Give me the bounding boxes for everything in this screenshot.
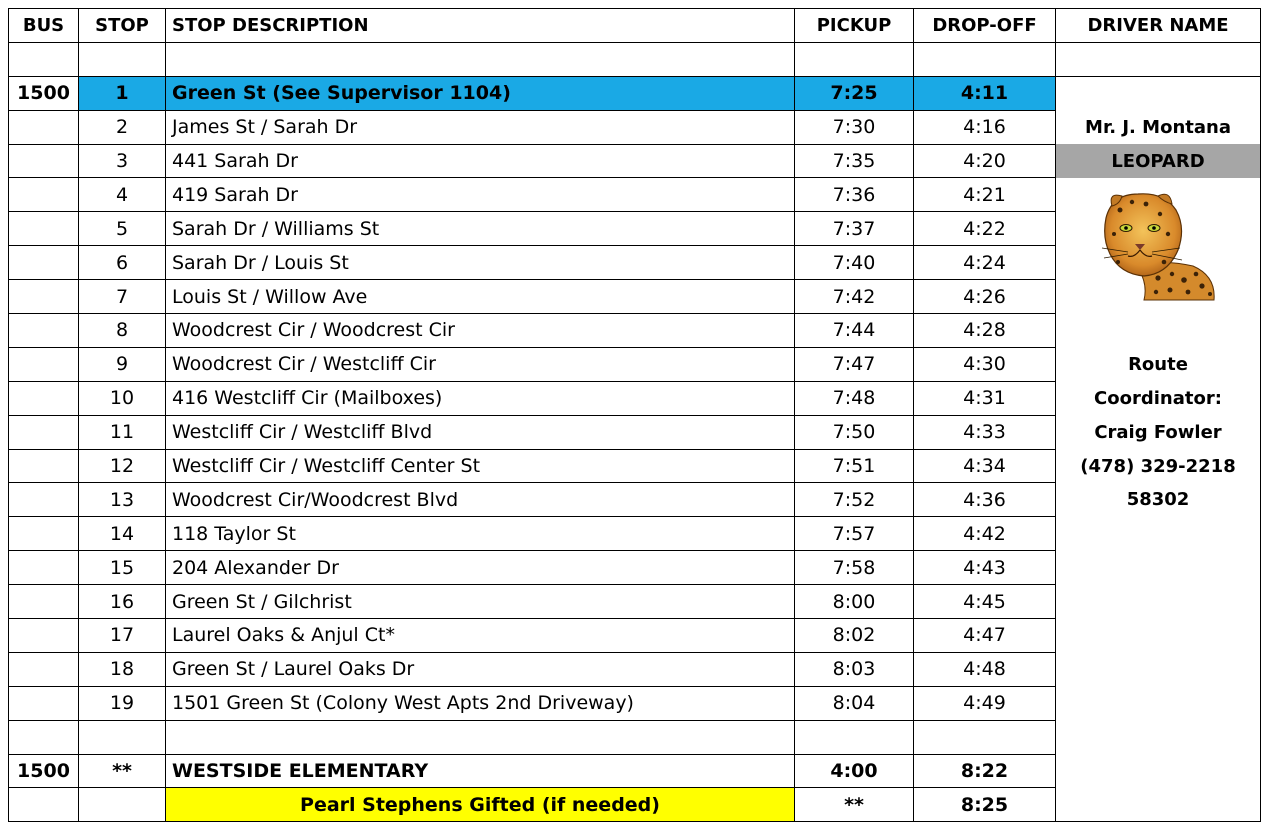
- empty-cell: [166, 720, 795, 754]
- pickup-time: 7:35: [795, 144, 914, 178]
- driver-panel-blank: [1056, 314, 1261, 348]
- bus-number: [9, 585, 79, 619]
- header-bus: BUS: [9, 9, 79, 43]
- coordinator-extension: 58302: [1056, 483, 1261, 517]
- header-stop: STOP: [79, 9, 166, 43]
- table-row: [9, 517, 1261, 551]
- pickup-time: 8:00: [795, 585, 914, 619]
- dropoff-time: 8:22: [914, 754, 1056, 788]
- coordinator-label-line1: Route: [1056, 347, 1261, 381]
- table-row: [9, 314, 1261, 348]
- stop-description: James St / Sarah Dr: [166, 110, 795, 144]
- pickup-time: 7:51: [795, 449, 914, 483]
- dropoff-time: 4:47: [914, 619, 1056, 653]
- table-row: [9, 585, 1261, 619]
- bus-number: [9, 246, 79, 280]
- stop-description: Sarah Dr / Williams St: [166, 212, 795, 246]
- stop-description: 416 Westcliff Cir (Mailboxes): [166, 381, 795, 415]
- dropoff-time: 4:26: [914, 280, 1056, 314]
- table-row: [9, 483, 1261, 517]
- table-row: [9, 110, 1261, 144]
- dropoff-time: 4:21: [914, 178, 1056, 212]
- pickup-time: 7:48: [795, 381, 914, 415]
- stop-description: Green St (See Supervisor 1104): [166, 76, 795, 110]
- dropoff-time: 4:48: [914, 652, 1056, 686]
- driver-panel-blank: [1056, 551, 1261, 585]
- stop-description: Westcliff Cir / Westcliff Blvd: [166, 415, 795, 449]
- stop-description: Woodcrest Cir / Woodcrest Cir: [166, 314, 795, 348]
- stop-description: Westcliff Cir / Westcliff Center St: [166, 449, 795, 483]
- table-row: [9, 619, 1261, 653]
- stop-number: 7: [79, 280, 166, 314]
- bus-number: [9, 686, 79, 720]
- stop-number: 18: [79, 652, 166, 686]
- stop-number: 11: [79, 415, 166, 449]
- driver-panel-blank: [1056, 517, 1261, 551]
- dropoff-time: 4:36: [914, 483, 1056, 517]
- dropoff-time: 4:49: [914, 686, 1056, 720]
- school-row: [9, 754, 1261, 788]
- bus-number: [9, 212, 79, 246]
- driver-panel-blank: [1056, 652, 1261, 686]
- stop-description: Green St / Laurel Oaks Dr: [166, 652, 795, 686]
- bus-number: [9, 144, 79, 178]
- stop-description: 1501 Green St (Colony West Apts 2nd Driveway): [166, 686, 795, 720]
- route-sheet: [8, 8, 1261, 822]
- driver-panel-blank: [1056, 585, 1261, 619]
- spacer-row: [9, 720, 1261, 754]
- empty-cell: [166, 42, 795, 76]
- stop-description: Louis St / Willow Ave: [166, 280, 795, 314]
- driver-panel-blank: [1056, 76, 1261, 110]
- empty-cell: [914, 42, 1056, 76]
- bus-number: [9, 381, 79, 415]
- stop-number: 13: [79, 483, 166, 517]
- stop-description: 118 Taylor St: [166, 517, 795, 551]
- table-row: [9, 551, 1261, 585]
- pickup-time: 7:47: [795, 347, 914, 381]
- stop-number: **: [79, 754, 166, 788]
- table-row: [9, 144, 1261, 178]
- header-row: [9, 9, 1261, 43]
- leopard-head-icon: [1098, 188, 1218, 304]
- header-driver: DRIVER NAME: [1056, 9, 1261, 43]
- coordinator-label-line2: Coordinator:: [1056, 381, 1261, 415]
- empty-cell: [795, 42, 914, 76]
- pickup-time: 7:42: [795, 280, 914, 314]
- bus-number: 1500: [9, 76, 79, 110]
- bus-number: 1500: [9, 754, 79, 788]
- driver-panel-blank: [1056, 619, 1261, 653]
- bus-route-table: [8, 8, 1261, 822]
- empty-cell: [795, 720, 914, 754]
- pickup-time: 7:37: [795, 212, 914, 246]
- driver-panel-blank: [1056, 720, 1261, 754]
- stop-number: 19: [79, 686, 166, 720]
- table-row: [9, 415, 1261, 449]
- driver-name: Mr. J. Montana: [1056, 110, 1261, 144]
- empty-cell: [914, 720, 1056, 754]
- dropoff-time: 8:25: [914, 788, 1056, 822]
- pickup-time: 7:57: [795, 517, 914, 551]
- table-row: [9, 178, 1261, 212]
- pickup-time: **: [795, 788, 914, 822]
- pickup-time: 4:00: [795, 754, 914, 788]
- dropoff-time: 4:42: [914, 517, 1056, 551]
- coordinator-name: Craig Fowler: [1056, 415, 1261, 449]
- empty-cell: [79, 788, 166, 822]
- stop-description: Woodcrest Cir / Westcliff Cir: [166, 347, 795, 381]
- stop-number: 9: [79, 347, 166, 381]
- empty-cell: [79, 720, 166, 754]
- bus-number: [9, 551, 79, 585]
- stop-number: 16: [79, 585, 166, 619]
- header-description: STOP DESCRIPTION: [166, 9, 795, 43]
- dropoff-time: 4:28: [914, 314, 1056, 348]
- pickup-time: 7:36: [795, 178, 914, 212]
- bus-number: [9, 449, 79, 483]
- pickup-time: 7:52: [795, 483, 914, 517]
- school-name: WESTSIDE ELEMENTARY: [166, 754, 795, 788]
- stop-description: Laurel Oaks & Anjul Ct*: [166, 619, 795, 653]
- pickup-time: 7:50: [795, 415, 914, 449]
- gifted-row: [9, 788, 1261, 822]
- stop-number: 4: [79, 178, 166, 212]
- header-dropoff: DROP-OFF: [914, 9, 1056, 43]
- pickup-time: 8:04: [795, 686, 914, 720]
- pickup-time: 7:30: [795, 110, 914, 144]
- driver-panel-blank: [1056, 754, 1261, 788]
- bus-number: [9, 347, 79, 381]
- bus-number: [9, 652, 79, 686]
- dropoff-time: 4:30: [914, 347, 1056, 381]
- table-row: [9, 76, 1261, 110]
- bus-number: [9, 110, 79, 144]
- stop-number: 12: [79, 449, 166, 483]
- stop-description: 204 Alexander Dr: [166, 551, 795, 585]
- empty-cell: [9, 720, 79, 754]
- pickup-time: 7:58: [795, 551, 914, 585]
- dropoff-time: 4:20: [914, 144, 1056, 178]
- table-row: [9, 347, 1261, 381]
- dropoff-time: 4:22: [914, 212, 1056, 246]
- driver-panel-blank: [1056, 686, 1261, 720]
- stop-number: 5: [79, 212, 166, 246]
- gifted-program-name: Pearl Stephens Gifted (if needed): [166, 788, 795, 822]
- empty-cell: [9, 788, 79, 822]
- dropoff-time: 4:24: [914, 246, 1056, 280]
- pickup-time: 7:44: [795, 314, 914, 348]
- empty-cell: [1056, 42, 1261, 76]
- stop-number: 8: [79, 314, 166, 348]
- pickup-time: 8:02: [795, 619, 914, 653]
- dropoff-time: 4:43: [914, 551, 1056, 585]
- table-row: [9, 381, 1261, 415]
- stop-number: 14: [79, 517, 166, 551]
- driver-panel-blank: [1056, 788, 1261, 822]
- pickup-time: 7:40: [795, 246, 914, 280]
- stop-number: 15: [79, 551, 166, 585]
- stop-description: Woodcrest Cir/Woodcrest Blvd: [166, 483, 795, 517]
- dropoff-time: 4:45: [914, 585, 1056, 619]
- stop-number: 17: [79, 619, 166, 653]
- table-row: [9, 686, 1261, 720]
- dropoff-time: 4:34: [914, 449, 1056, 483]
- mascot-image-cell: [1056, 178, 1261, 314]
- dropoff-time: 4:16: [914, 110, 1056, 144]
- bus-number: [9, 619, 79, 653]
- bus-number: [9, 483, 79, 517]
- stop-number: 6: [79, 246, 166, 280]
- empty-cell: [79, 42, 166, 76]
- dropoff-time: 4:31: [914, 381, 1056, 415]
- bus-number: [9, 314, 79, 348]
- bus-number: [9, 415, 79, 449]
- dropoff-time: 4:11: [914, 76, 1056, 110]
- stop-description: Green St / Gilchrist: [166, 585, 795, 619]
- pickup-time: 8:03: [795, 652, 914, 686]
- empty-cell: [9, 42, 79, 76]
- mascot-label: LEOPARD: [1056, 144, 1261, 178]
- table-row: [9, 449, 1261, 483]
- coordinator-phone: (478) 329-2218: [1056, 449, 1261, 483]
- stop-number: 10: [79, 381, 166, 415]
- stop-description: Sarah Dr / Louis St: [166, 246, 795, 280]
- header-pickup: PICKUP: [795, 9, 914, 43]
- stop-description: 419 Sarah Dr: [166, 178, 795, 212]
- pickup-time: 7:25: [795, 76, 914, 110]
- table-row: [9, 652, 1261, 686]
- stop-number: 3: [79, 144, 166, 178]
- stop-number: 2: [79, 110, 166, 144]
- bus-number: [9, 178, 79, 212]
- bus-number: [9, 280, 79, 314]
- spacer-row: [9, 42, 1261, 76]
- stop-description: 441 Sarah Dr: [166, 144, 795, 178]
- dropoff-time: 4:33: [914, 415, 1056, 449]
- bus-number: [9, 517, 79, 551]
- stop-number: 1: [79, 76, 166, 110]
